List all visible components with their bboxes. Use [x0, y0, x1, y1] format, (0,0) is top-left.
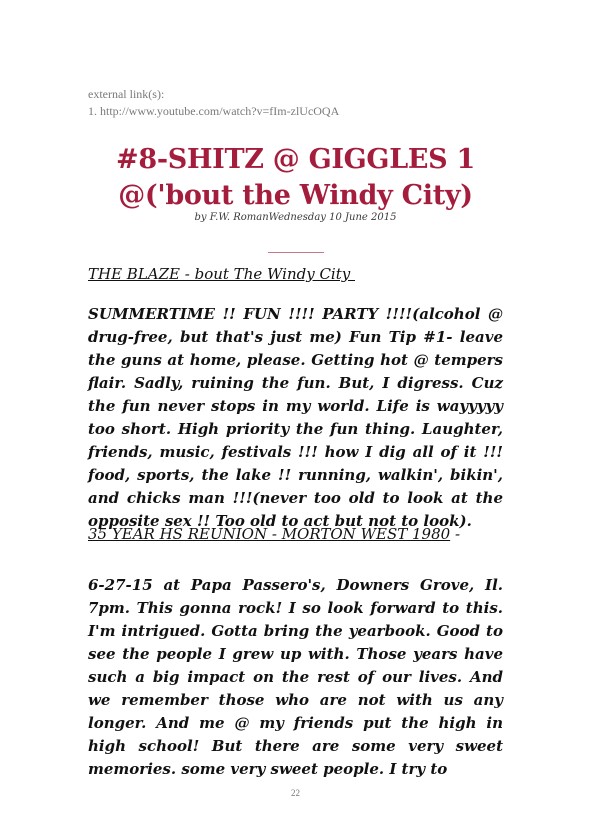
paragraph-reunion-details: 6-27-15 at Papa Passero's, Downers Grove, Il. 7pm. This gonna rock! I so look forward to this. I'm intrigued. Gotta bring the yearbook. Good to see the people I grew up with. Those years have such a big impact on the rest of our lives. And we remember those who are not with us any longer. And me @ my friends put the high in high school! But there are some very sweet memories. some very sweet people. I try to: [88, 576, 503, 778]
divider: ———————: [267, 248, 324, 258]
article-title-line-2: @('bout the Windy City): [118, 180, 473, 211]
article-title-line-1: #8-SHITZ @ GIGGLES 1: [116, 144, 475, 175]
page-number: 22: [291, 788, 300, 798]
external-links-label: external link(s):: [88, 87, 165, 101]
reunion-heading-suffix: -: [450, 525, 461, 543]
reunion-heading: 35 YEAR HS REUNION - MORTON WEST 1980: [88, 525, 451, 543]
reunion-heading-line: [88, 525, 460, 543]
external-link[interactable]: 1. http://www.youtube.com/watch?v=fIm-zlUcOQA: [88, 104, 340, 118]
byline: by F.W. RomanWednesday 10 June 2015: [194, 212, 397, 223]
section-heading: THE BLAZE - bout The Windy City: [88, 265, 355, 283]
paragraph-summertime: SUMMERTIME !! FUN !!!! PARTY !!!!(alcohol @ drug-free, but that's just me) Fun Tip #1- leave the guns at home, please. Getting hot @ tempers flair. Sadly, ruining the fun. But, I digress. Cuz the fun never stops in my world. Life is wayyyyy too short. High priority the fun thing. Laughter, friends, music, festivals !!! how I dig all of it !!! food, sports, the lake !! running, walkin', bikin', and chicks man !!!(never too old to look at the opposite sex !! Too old to act but not to look).: [88, 305, 503, 530]
